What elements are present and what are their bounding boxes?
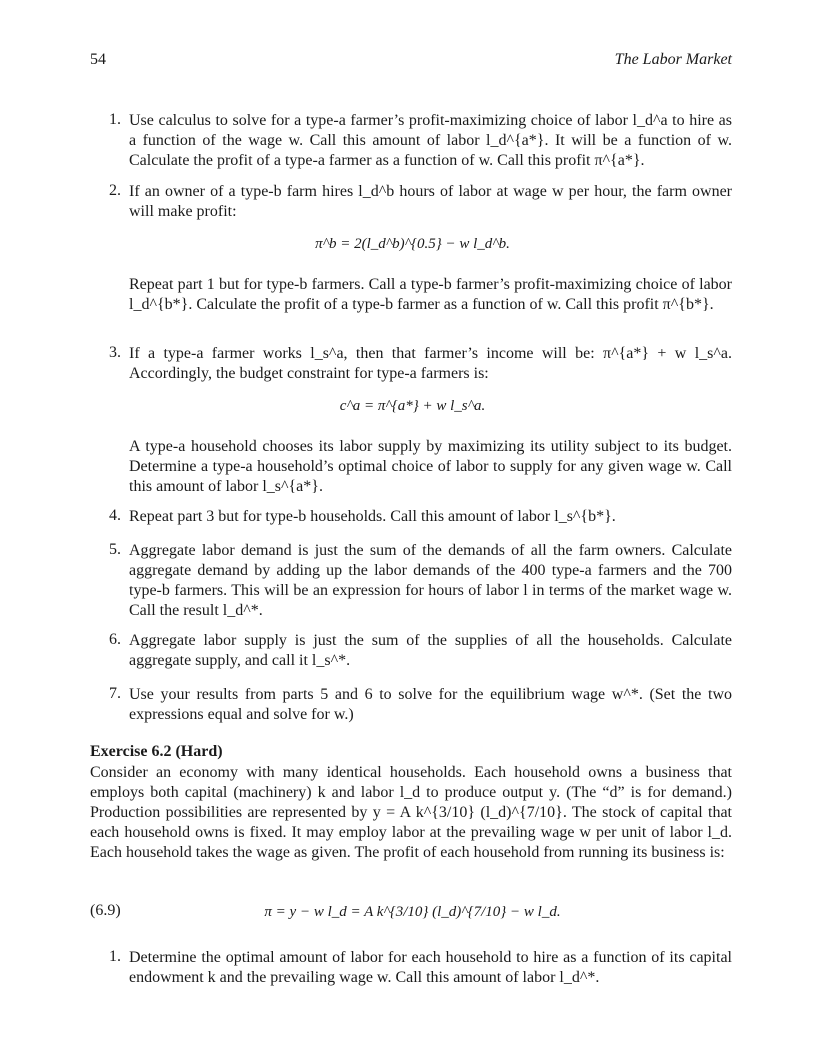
item-text: Use calculus to solve for a type-a farmer’s profit-maximizing choice of labor l_d^a to hire as a function of the wage w. Call this amount of labor l_d^{a*}. It will be a function of w. Calculate the profit of a type-a farmer as a function of w. Call this profit π^{a*}. [129, 112, 732, 169]
list-item [109, 948, 732, 988]
item-text: If a type-a farmer works l_s^a, then that farmer’s income will be: π^{a*} + w l_s^a. Accordingly, the budget constraint for type-a farmers is: [129, 345, 732, 382]
list-item [109, 111, 732, 171]
display-equation-profit-b: π^b = 2(l_d^b)^{0.5} − w l_d^b. [315, 236, 510, 252]
item-text: Aggregate labor supply is just the sum of the supplies of all the households. Calculate aggregate supply, and call it l_s^*. [129, 632, 732, 669]
exercise-title: Exercise 6.2 (Hard) [90, 743, 223, 760]
item-number: 7. [109, 685, 121, 702]
item-text: Aggregate labor demand is just the sum of the demands of all the farm owners. Calculate aggregate demand by adding up the labor demands of the 400 type-a farmers and the 700 type-b farmers. This will be an expression for hours of labor l in terms of the market wage w. Call the result l_d^*. [129, 542, 732, 619]
item-number: 5. [109, 541, 121, 558]
item-number: 1. [109, 111, 121, 128]
list-item [109, 541, 732, 621]
display-equation-budget-a: c^a = π^{a*} + w l_s^a. [339, 398, 486, 414]
item-text: Repeat part 3 but for type-b households. Call this amount of labor l_s^{b*}. [129, 508, 616, 525]
list-item [109, 631, 732, 671]
item-text: If an owner of a type-b farm hires l_d^b hours of labor at wage w per hour, the farm owner will make profit: [129, 183, 732, 220]
equation-number: (6.9) [90, 902, 121, 919]
page-number: 54 [90, 51, 106, 68]
item-continuation-text: Repeat part 1 but for type-b farmers. Call a type-b farmer’s profit-maximizing choice of labor l_d^{b*}. Calculate the profit of a type-b farmer as a function of w. Call this profit π^{b*}. [129, 276, 732, 313]
item-number: 6. [109, 631, 121, 648]
item-text: Use your results from parts 5 and 6 to solve for the equilibrium wage w^*. (Set the two expressions equal and solve for w.) [129, 686, 732, 723]
display-equation-profit: π = y − w l_d = A k^{3/10} (l_d)^{7/10} − w l_d. [264, 904, 561, 920]
item-number: 4. [109, 507, 121, 524]
item-number: 2. [109, 182, 121, 199]
list-item [109, 344, 732, 497]
item-continuation-text: A type-a household chooses its labor supply by maximizing its utility subject to its budget. Determine a type-a household’s optimal choice of labor to supply for any given wage w. Call this amount of labor l_s^{a*}. [129, 438, 732, 495]
list-item [109, 507, 732, 527]
running-header-title: The Labor Market [614, 51, 732, 68]
exercise-body: Consider an economy with many identical households. Each household owns a business that employs both capital (machinery) k and labor l_d to produce output y. (The “d” is for demand.) Production possibilities are represented by y = A k^{3/10} (l_d)^{7/10}. The stock of capital that each household owns is fixed. It may employ labor at the prevailing wage w per unit of labor l_d. Each household takes the wage as given. The profit of each household from running its business is: [90, 764, 732, 861]
item-number: 1. [109, 948, 121, 965]
list-item [109, 685, 732, 725]
item-text: Determine the optimal amount of labor for each household to hire as a function of its capital endowment k and the prevailing wage w. Call this amount of labor l_d^*. [129, 949, 732, 986]
item-number: 3. [109, 344, 121, 361]
